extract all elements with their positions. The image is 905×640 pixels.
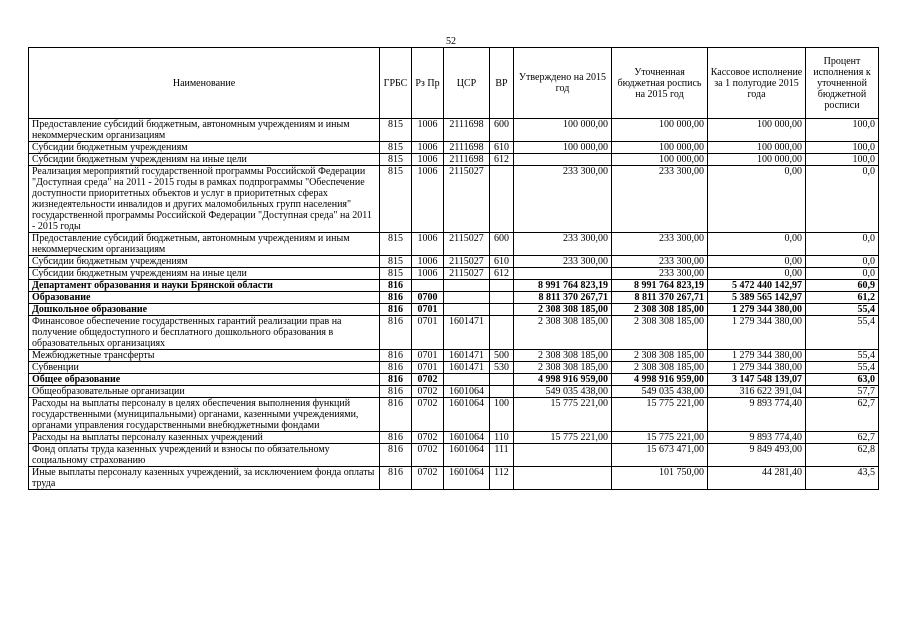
cell-name: Субсидии бюджетным учреждениям (29, 256, 380, 268)
cell-refined: 233 300,00 (612, 256, 708, 268)
cell-cash: 1 279 344 380,00 (708, 362, 806, 374)
cell-cash: 5 472 440 142,97 (708, 280, 806, 292)
cell-csr: 2115027 (444, 166, 490, 233)
cell-csr (444, 280, 490, 292)
cell-name: Межбюджетные трансферты (29, 350, 380, 362)
cell-grbs: 816 (380, 280, 412, 292)
cell-name: Предоставление субсидий бюджетным, автономным учреждениям и иным некоммерческим организациям (29, 119, 380, 142)
cell-approved (514, 154, 612, 166)
cell-percent: 43,5 (806, 467, 879, 490)
cell-name: Реализация мероприятий государственной программы Российской Федерации "Доступная среда" на 2011 - 2015 годы в рамках подпрограммы "Обеспечение доступности приоритетных объектов и услуг в приоритетных сферах жизнедеятельности инвалидов и других маломобильных групп населения" государственной программы Российской Федерации "Доступная среда" на 2011 - 2015 годы (29, 166, 380, 233)
cell-vr: 600 (490, 233, 514, 256)
cell-name: Субсидии бюджетным учреждениям на иные цели (29, 268, 380, 280)
cell-csr: 1601471 (444, 316, 490, 350)
cell-grbs: 816 (380, 374, 412, 386)
cell-refined: 4 998 916 959,00 (612, 374, 708, 386)
cell-vr: 111 (490, 444, 514, 467)
cell-vr: 600 (490, 119, 514, 142)
cell-refined: 549 035 438,00 (612, 386, 708, 398)
cell-percent: 63,0 (806, 374, 879, 386)
cell-name: Предоставление субсидий бюджетным, автономным учреждениям и иным некоммерческим организациям (29, 233, 380, 256)
cell-rzpr: 0700 (412, 292, 444, 304)
cell-grbs: 816 (380, 362, 412, 374)
cell-rzpr: 0701 (412, 362, 444, 374)
cell-rzpr: 1006 (412, 142, 444, 154)
table-row (29, 280, 879, 292)
header-cash: Кассовое исполнение за 1 полугодие 2015 года (708, 48, 806, 119)
table-row (29, 386, 879, 398)
cell-name: Субсидии бюджетным учреждениям (29, 142, 380, 154)
cell-name: Дошкольное образование (29, 304, 380, 316)
cell-csr: 1601064 (444, 398, 490, 432)
table-row (29, 362, 879, 374)
header-grbs: ГРБС (380, 48, 412, 119)
header-refined: Уточненная бюджетная роспись на 2015 год (612, 48, 708, 119)
table-row (29, 154, 879, 166)
cell-approved: 8 811 370 267,71 (514, 292, 612, 304)
cell-vr (490, 292, 514, 304)
cell-grbs: 816 (380, 444, 412, 467)
cell-grbs: 815 (380, 166, 412, 233)
cell-rzpr (412, 280, 444, 292)
cell-vr (490, 280, 514, 292)
cell-vr: 100 (490, 398, 514, 432)
cell-vr: 612 (490, 154, 514, 166)
cell-cash: 1 279 344 380,00 (708, 316, 806, 350)
cell-percent: 100,0 (806, 154, 879, 166)
cell-name: Расходы на выплаты персоналу в целях обеспечения выполнения функций государственными (муниципальными) органами, казенными учреждениями, органами управления государственными внебюджетными фондами (29, 398, 380, 432)
header-approved: Утверждено на 2015 год (514, 48, 612, 119)
cell-rzpr: 0702 (412, 386, 444, 398)
cell-rzpr: 1006 (412, 233, 444, 256)
cell-name: Субвенции (29, 362, 380, 374)
table-row (29, 256, 879, 268)
cell-percent: 0,0 (806, 268, 879, 280)
cell-csr: 1601064 (444, 386, 490, 398)
cell-rzpr: 0702 (412, 444, 444, 467)
cell-percent: 0,0 (806, 233, 879, 256)
cell-csr: 2111698 (444, 154, 490, 166)
cell-grbs: 815 (380, 233, 412, 256)
cell-csr: 1601064 (444, 444, 490, 467)
cell-vr: 530 (490, 362, 514, 374)
cell-refined: 8 991 764 823,19 (612, 280, 708, 292)
cell-approved: 15 775 221,00 (514, 432, 612, 444)
header-row (29, 48, 879, 119)
table-row (29, 350, 879, 362)
cell-refined: 100 000,00 (612, 142, 708, 154)
cell-rzpr: 0701 (412, 304, 444, 316)
page-number: 52 (446, 36, 456, 47)
cell-name: Фонд оплаты труда казенных учреждений и взносы по обязательному социальному страхованию (29, 444, 380, 467)
table-row (29, 467, 879, 490)
cell-vr (490, 386, 514, 398)
header-vr: ВР (490, 48, 514, 119)
cell-csr: 2115027 (444, 256, 490, 268)
cell-grbs: 816 (380, 292, 412, 304)
cell-cash: 9 849 493,00 (708, 444, 806, 467)
cell-cash: 0,00 (708, 233, 806, 256)
cell-vr: 612 (490, 268, 514, 280)
cell-approved: 2 308 308 185,00 (514, 304, 612, 316)
cell-refined: 100 000,00 (612, 154, 708, 166)
cell-approved (514, 268, 612, 280)
cell-cash: 100 000,00 (708, 154, 806, 166)
cell-cash: 100 000,00 (708, 142, 806, 154)
cell-cash: 1 279 344 380,00 (708, 350, 806, 362)
cell-grbs: 816 (380, 304, 412, 316)
cell-approved: 549 035 438,00 (514, 386, 612, 398)
cell-name: Финансовое обеспечение государственных гарантий реализации прав на получение общедоступного и бесплатного дошкольного образования в образовательных организациях (29, 316, 380, 350)
cell-refined: 233 300,00 (612, 233, 708, 256)
cell-rzpr: 1006 (412, 154, 444, 166)
table-row (29, 432, 879, 444)
cell-grbs: 815 (380, 119, 412, 142)
cell-approved: 2 308 308 185,00 (514, 350, 612, 362)
cell-approved: 8 991 764 823,19 (514, 280, 612, 292)
cell-percent: 55,4 (806, 316, 879, 350)
table-row (29, 398, 879, 432)
table-row (29, 374, 879, 386)
table-row (29, 268, 879, 280)
cell-rzpr: 0702 (412, 374, 444, 386)
cell-rzpr: 0702 (412, 398, 444, 432)
cell-csr: 1601471 (444, 362, 490, 374)
cell-approved: 2 308 308 185,00 (514, 362, 612, 374)
cell-csr: 2111698 (444, 142, 490, 154)
cell-cash: 100 000,00 (708, 119, 806, 142)
cell-approved: 15 775 221,00 (514, 398, 612, 432)
cell-rzpr: 0702 (412, 432, 444, 444)
cell-cash: 0,00 (708, 256, 806, 268)
cell-percent: 55,4 (806, 304, 879, 316)
table-row (29, 142, 879, 154)
cell-rzpr: 0701 (412, 350, 444, 362)
cell-percent: 0,0 (806, 166, 879, 233)
cell-grbs: 816 (380, 467, 412, 490)
cell-csr (444, 304, 490, 316)
cell-rzpr: 0702 (412, 467, 444, 490)
cell-refined: 8 811 370 267,71 (612, 292, 708, 304)
cell-name: Департамент образования и науки Брянской области (29, 280, 380, 292)
cell-percent: 62,7 (806, 432, 879, 444)
cell-grbs: 816 (380, 398, 412, 432)
cell-approved: 100 000,00 (514, 142, 612, 154)
table-row (29, 316, 879, 350)
cell-percent: 62,7 (806, 398, 879, 432)
cell-csr (444, 374, 490, 386)
cell-approved: 233 300,00 (514, 256, 612, 268)
cell-refined: 233 300,00 (612, 166, 708, 233)
cell-csr: 1601471 (444, 350, 490, 362)
cell-rzpr: 0701 (412, 316, 444, 350)
cell-percent: 100,0 (806, 119, 879, 142)
cell-refined: 100 000,00 (612, 119, 708, 142)
cell-approved: 2 308 308 185,00 (514, 316, 612, 350)
cell-csr: 2115027 (444, 268, 490, 280)
cell-name: Расходы на выплаты персоналу казенных учреждений (29, 432, 380, 444)
table-row (29, 292, 879, 304)
cell-name: Общее образование (29, 374, 380, 386)
cell-cash: 3 147 548 139,07 (708, 374, 806, 386)
cell-grbs: 816 (380, 386, 412, 398)
cell-vr (490, 316, 514, 350)
cell-approved: 100 000,00 (514, 119, 612, 142)
cell-percent: 60,9 (806, 280, 879, 292)
cell-refined: 15 673 471,00 (612, 444, 708, 467)
cell-cash: 316 622 391,04 (708, 386, 806, 398)
cell-vr: 610 (490, 142, 514, 154)
cell-percent: 0,0 (806, 256, 879, 268)
cell-approved: 233 300,00 (514, 166, 612, 233)
cell-rzpr: 1006 (412, 256, 444, 268)
cell-refined: 233 300,00 (612, 268, 708, 280)
cell-vr: 500 (490, 350, 514, 362)
cell-cash: 1 279 344 380,00 (708, 304, 806, 316)
cell-vr: 110 (490, 432, 514, 444)
cell-cash: 9 893 774,40 (708, 432, 806, 444)
cell-rzpr: 1006 (412, 268, 444, 280)
cell-csr: 2115027 (444, 233, 490, 256)
cell-name: Общеобразовательные организации (29, 386, 380, 398)
cell-grbs: 816 (380, 316, 412, 350)
cell-cash: 0,00 (708, 268, 806, 280)
cell-vr: 112 (490, 467, 514, 490)
cell-refined: 2 308 308 185,00 (612, 316, 708, 350)
cell-cash: 0,00 (708, 166, 806, 233)
table-row (29, 233, 879, 256)
cell-csr: 1601064 (444, 432, 490, 444)
cell-grbs: 816 (380, 350, 412, 362)
cell-percent: 62,8 (806, 444, 879, 467)
cell-refined: 15 775 221,00 (612, 398, 708, 432)
cell-vr (490, 374, 514, 386)
header-rzpr: Рз Пр (412, 48, 444, 119)
cell-percent: 100,0 (806, 142, 879, 154)
cell-refined: 101 750,00 (612, 467, 708, 490)
table-row (29, 166, 879, 233)
header-csr: ЦСР (444, 48, 490, 119)
cell-rzpr: 1006 (412, 166, 444, 233)
cell-cash: 9 893 774,40 (708, 398, 806, 432)
cell-grbs: 815 (380, 256, 412, 268)
table-row (29, 304, 879, 316)
table-row (29, 444, 879, 467)
cell-grbs: 815 (380, 154, 412, 166)
cell-name: Образование (29, 292, 380, 304)
cell-cash: 44 281,40 (708, 467, 806, 490)
cell-vr: 610 (490, 256, 514, 268)
cell-percent: 55,4 (806, 350, 879, 362)
cell-vr (490, 166, 514, 233)
cell-percent: 55,4 (806, 362, 879, 374)
cell-refined: 15 775 221,00 (612, 432, 708, 444)
cell-name: Субсидии бюджетным учреждениям на иные цели (29, 154, 380, 166)
cell-grbs: 815 (380, 142, 412, 154)
cell-percent: 61,2 (806, 292, 879, 304)
cell-refined: 2 308 308 185,00 (612, 350, 708, 362)
cell-approved: 4 998 916 959,00 (514, 374, 612, 386)
header-percent: Процент исполнения к уточненной бюджетной росписи (806, 48, 879, 119)
table-row (29, 119, 879, 142)
cell-name: Иные выплаты персоналу казенных учреждений, за исключением фонда оплаты труда (29, 467, 380, 490)
cell-grbs: 815 (380, 268, 412, 280)
cell-vr (490, 304, 514, 316)
cell-approved (514, 444, 612, 467)
budget-table (28, 47, 879, 490)
cell-refined: 2 308 308 185,00 (612, 362, 708, 374)
cell-approved (514, 467, 612, 490)
cell-refined: 2 308 308 185,00 (612, 304, 708, 316)
cell-rzpr: 1006 (412, 119, 444, 142)
cell-csr: 2111698 (444, 119, 490, 142)
cell-csr (444, 292, 490, 304)
cell-percent: 57,7 (806, 386, 879, 398)
cell-cash: 5 389 565 142,97 (708, 292, 806, 304)
header-name: Наименование (29, 48, 380, 119)
cell-csr: 1601064 (444, 467, 490, 490)
cell-grbs: 816 (380, 432, 412, 444)
cell-approved: 233 300,00 (514, 233, 612, 256)
